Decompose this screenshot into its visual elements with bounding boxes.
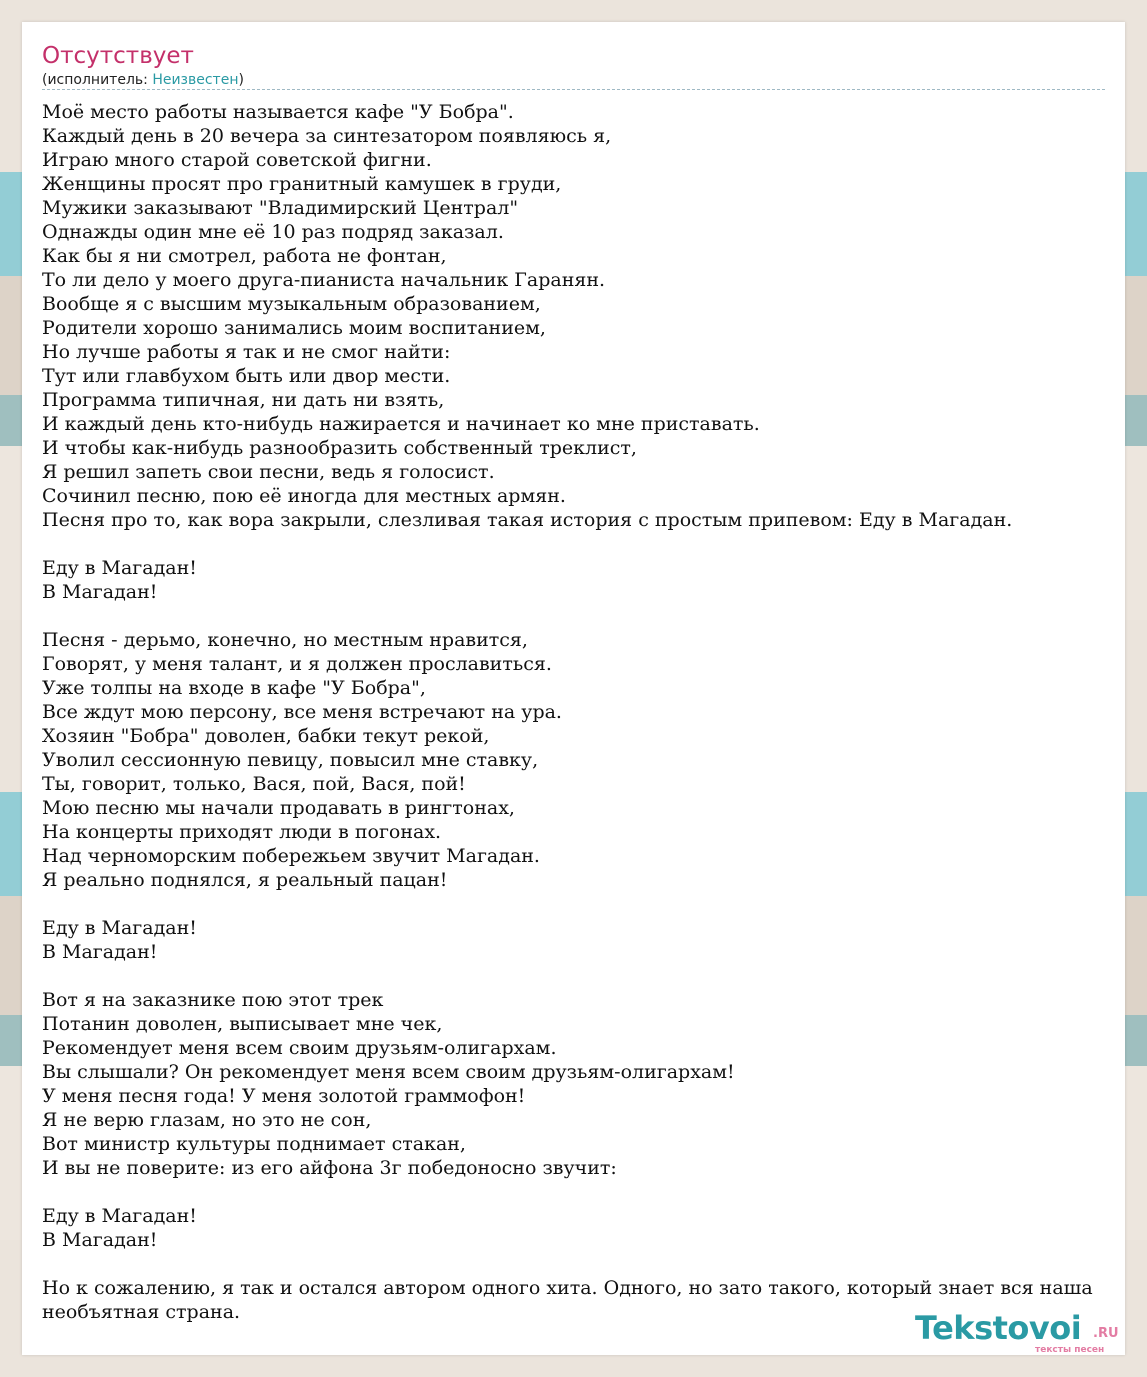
lyric-line: В Магадан! <box>42 1229 158 1251</box>
lyric-line: И каждый день кто-нибудь нажирается и начинает ко мне приставать. <box>42 413 760 435</box>
lyric-line: В Магадан! <box>42 581 158 603</box>
lyric-line: У меня песня года! У меня золотой граммофон! <box>42 1085 526 1107</box>
lyric-line: Все ждут мою персону, все меня встречают на ура. <box>42 701 562 723</box>
lyric-line: В Магадан! <box>42 941 158 963</box>
lyric-line: Хозяин "Бобра" доволен, бабки текут рекой, <box>42 725 490 747</box>
title-divider <box>42 89 1105 90</box>
lyric-line: Еду в Магадан! <box>42 557 197 579</box>
stanza-gap <box>42 1180 1125 1204</box>
stanza-gap <box>42 1252 1125 1276</box>
lyric-line: Я не верю глазам, но это не сон, <box>42 1109 372 1131</box>
logo-wordmark: Tekstovoi <box>915 1309 1082 1347</box>
lyric-line: Каждый день в 20 вечера за синтезатором появляюсь я, <box>42 125 612 147</box>
lyrics-text <box>42 100 1125 1324</box>
lyric-line: Потанин доволен, выписывает мне чек, <box>42 1013 443 1035</box>
artist-line <box>42 71 244 89</box>
lyric-line: Вот министр культуры поднимает стакан, <box>42 1133 466 1155</box>
lyric-line: Вы слышали? Он рекомендует меня всем своим друзьям-олигархам! <box>42 1061 735 1083</box>
lyric-line: То ли дело у моего друга-пианиста начальник Гаранян. <box>42 269 606 291</box>
lyric-line: Ты, говорит, только, Вася, пой, Вася, пой! <box>42 773 466 795</box>
lyric-line: Родители хорошо занимались моим воспитанием, <box>42 317 546 339</box>
stanza-gap <box>42 604 1125 628</box>
logo-tld: .RU <box>1093 1326 1119 1341</box>
lyric-line: Над черноморским побережьем звучит Магадан. <box>42 845 540 867</box>
logo-tagline: тексты песен <box>1035 1345 1105 1355</box>
lyric-line: Еду в Магадан! <box>42 917 197 939</box>
lyric-line: Мужики заказывают "Владимирский Централ" <box>42 197 519 219</box>
lyric-line: Однажды один мне её 10 раз подряд заказал. <box>42 221 504 243</box>
stanza-gap <box>42 892 1125 916</box>
lyric-line: И вы не поверите: из его айфона 3г победоносно звучит: <box>42 1157 617 1179</box>
lyric-line: Но к сожалению, я так и остался автором одного хита. Одного, но зато такого, который знает вся наша <box>42 1277 1093 1299</box>
lyric-line: Женщины просят про гранитный камушек в груди, <box>42 173 562 195</box>
lyric-line: необъятная страна. <box>42 1301 241 1323</box>
lyric-line: Рекомендует меня всем своим друзьям-олигархам. <box>42 1037 557 1059</box>
song-card <box>22 22 1125 1355</box>
lyric-line: Уволил сессионную певицу, повысил мне ставку, <box>42 749 539 771</box>
lyric-line: Но лучше работы я так и не смог найти: <box>42 341 451 363</box>
lyric-line: Моё место работы называется кафе "У Бобра". <box>42 101 514 123</box>
artist-suffix: ) <box>238 72 244 88</box>
lyric-line: Песня про то, как вора закрыли, слезливая такая история с простым припевом: Еду в Магадан. <box>42 509 1013 531</box>
stanza-gap <box>42 532 1125 556</box>
lyric-line: Песня - дерьмо, конечно, но местным нравится, <box>42 629 528 651</box>
lyric-line: Вот я на заказнике пою этот трек <box>42 989 384 1011</box>
lyric-line: Я решил запеть свои песни, ведь я голосист. <box>42 461 495 483</box>
stanza-gap <box>42 964 1125 988</box>
lyric-line: Играю много старой советской фигни. <box>42 149 432 171</box>
song-title: Отсутствует <box>42 43 194 69</box>
lyric-line: Говорят, у меня талант, и я должен прославиться. <box>42 653 552 675</box>
artist-prefix: (исполнитель: <box>42 72 153 88</box>
lyric-line: Тут или главбухом быть или двор мести. <box>42 365 451 387</box>
lyric-line: Сочинил песню, пою её иногда для местных армян. <box>42 485 566 507</box>
lyric-line: Как бы я ни смотрел, работа не фонтан, <box>42 245 447 267</box>
lyric-line: Вообще я с высшим музыкальным образованием, <box>42 293 541 315</box>
lyric-line: И чтобы как-нибудь разнообразить собственный треклист, <box>42 437 637 459</box>
lyric-line: Мою песню мы начали продавать в рингтонах, <box>42 797 515 819</box>
lyric-line: Программа типичная, ни дать ни взять, <box>42 389 445 411</box>
lyric-line: Уже толпы на входе в кафе "У Бобра", <box>42 677 426 699</box>
lyric-line: На концерты приходят люди в погонах. <box>42 821 442 843</box>
site-logo[interactable] <box>915 1309 1119 1355</box>
lyric-line: Я реально поднялся, я реальный пацан! <box>42 869 448 891</box>
artist-link[interactable]: Неизвестен <box>152 72 239 88</box>
lyric-line: Еду в Магадан! <box>42 1205 197 1227</box>
